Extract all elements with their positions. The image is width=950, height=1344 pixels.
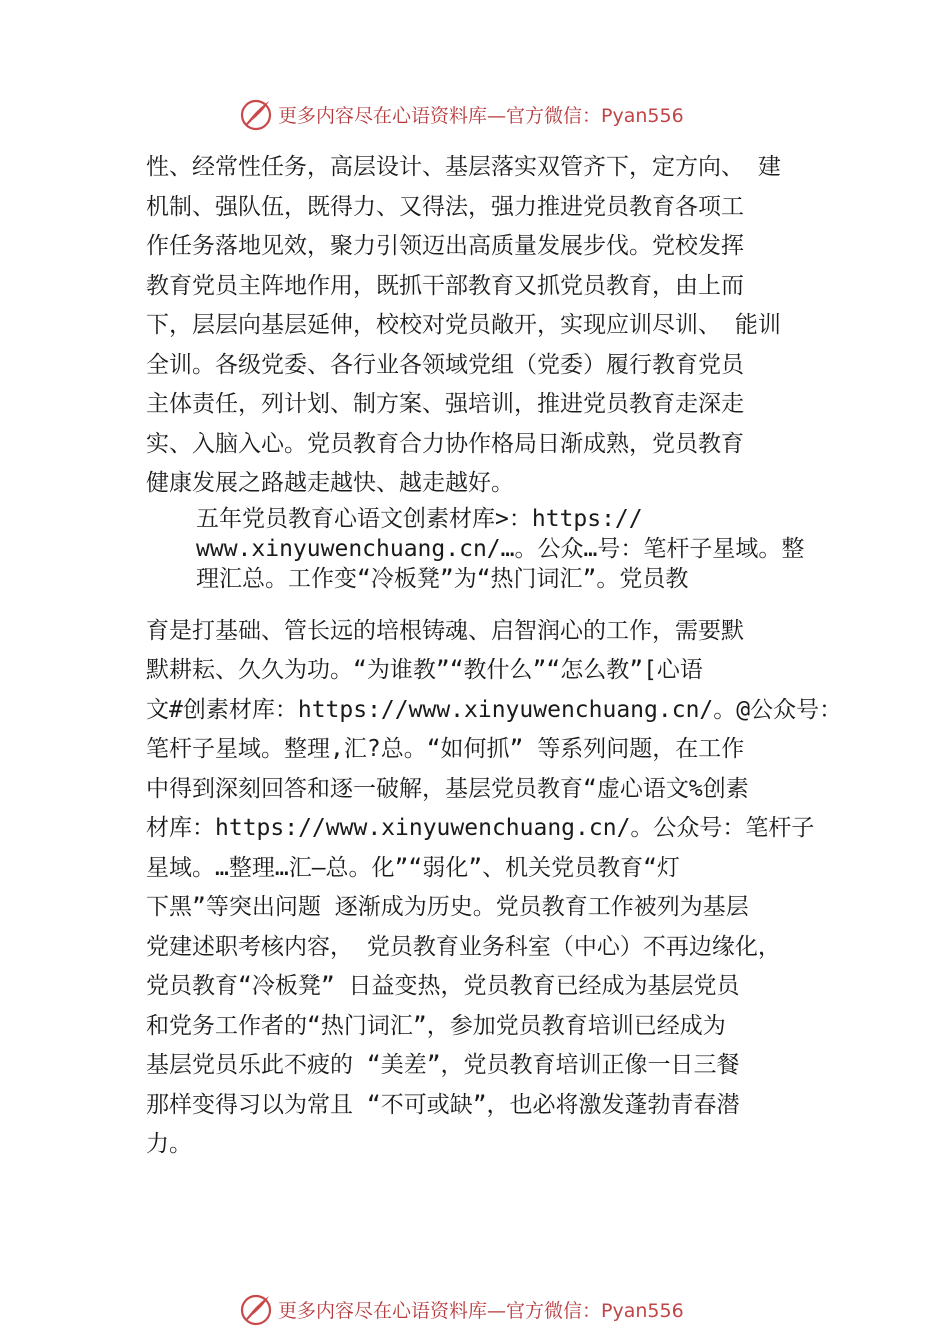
paragraph-2-indented: [146, 504, 846, 594]
text-line: 材库：https://www.xinyuwenchuang.cn/。公众号：笔杆子: [146, 815, 815, 841]
paragraph-1: [146, 148, 846, 504]
text-line: 理汇总。工作变“冷板凳”为“热门词汇”。党员教: [196, 565, 689, 592]
text-line: 机制、强队伍，既得力、又得法，强力推进党员教育各项工: [146, 193, 744, 220]
text-line: 健康发展之路越走越快、越走越好。: [146, 470, 514, 496]
text-line: 文#创素材库：https://www.xinyuwenchuang.cn/。@公众号：: [146, 696, 843, 723]
text-line: 五年党员教育心语文创素材库>：https://: [196, 505, 643, 532]
text-line: 全训。各级党委、各行业各领域党组（党委）履行教育党员: [146, 351, 744, 378]
banner-text: [278, 1296, 684, 1323]
text-line: 作任务落地见效，聚力引领迈出高质量发展步伐。党校发挥: [146, 233, 744, 259]
quill-logo-icon: [238, 1291, 274, 1327]
text-line: 性、经常性任务，高层设计、基层落实双管齐下，定方向、 建: [146, 154, 781, 180]
text-line: 力。: [146, 1131, 192, 1157]
banner-wechat-id: Pyan556: [601, 1299, 684, 1322]
banner-text: [278, 101, 684, 128]
header-banner: [238, 94, 738, 134]
text-line: 教育党员主阵地作用，既抓干部教育又抓党员教育，由上而: [146, 272, 744, 299]
text-line: 下黑”等突出问题 逐渐成为历史。党员教育工作被列为基层: [146, 894, 749, 920]
paragraph-gap: [146, 594, 846, 612]
text-line: 下，层层向基层延伸，校校对党员敞开，实现应训尽训、 能训: [146, 312, 781, 338]
text-line: 党建述职考核内容， 党员教育业务科室（中心）不再边缘化，: [146, 933, 781, 960]
text-line: 笔杆子星域。整理,汇?总。“如何抓” 等系列问题，在工作: [146, 736, 745, 762]
text-line: 那样变得习以为常且 “不可或缺”，也必将激发蓬勃青春潜: [146, 1091, 740, 1118]
banner-official-text: 官方微信：: [506, 104, 602, 127]
footer-banner: [238, 1289, 738, 1329]
text-line: 默耕耘、久久为功。“为谁教”“教什么”“怎么教”[心语: [146, 657, 703, 683]
banner-main-text: 更多内容尽在心语资料库: [278, 104, 488, 127]
text-line: 育是打基础、管长远的培根铸魂、启智润心的工作，需要默: [146, 617, 744, 644]
text-line: 基层党员乐此不疲的 “美差”，党员教育培训正像一日三餐: [146, 1052, 740, 1078]
text-line: 中得到深刻回答和逐一破解，基层党员教育“虚心语文%创素: [146, 775, 749, 802]
banner-separator: —: [487, 1299, 507, 1322]
text-line: 党员教育“冷板凳” 日益变热，党员教育已经成为基层党员: [146, 973, 740, 999]
paragraph-2-body: [146, 612, 846, 1165]
document-body: [146, 148, 846, 1165]
text-line: 实、入脑入心。党员教育合力协作格局日渐成熟，党员教育: [146, 430, 744, 457]
text-line: 星域。…整理…汇—总。化”“弱化”、机关党员教育“灯: [146, 854, 680, 881]
banner-wechat-id: Pyan556: [601, 104, 684, 127]
quill-logo-icon: [238, 96, 274, 132]
text-line: 主体责任，列计划、制方案、强培训，推进党员教育走深走: [146, 391, 744, 417]
banner-official-text: 官方微信：: [506, 1299, 602, 1322]
text-line: 和党务工作者的“热门词汇”，参加党员教育培训已经成为: [146, 1012, 726, 1039]
text-line: www.xinyuwenchuang.cn/…。公众…号：笔杆子星域。整: [196, 535, 805, 562]
banner-separator: —: [487, 104, 507, 127]
banner-main-text: 更多内容尽在心语资料库: [278, 1299, 488, 1322]
